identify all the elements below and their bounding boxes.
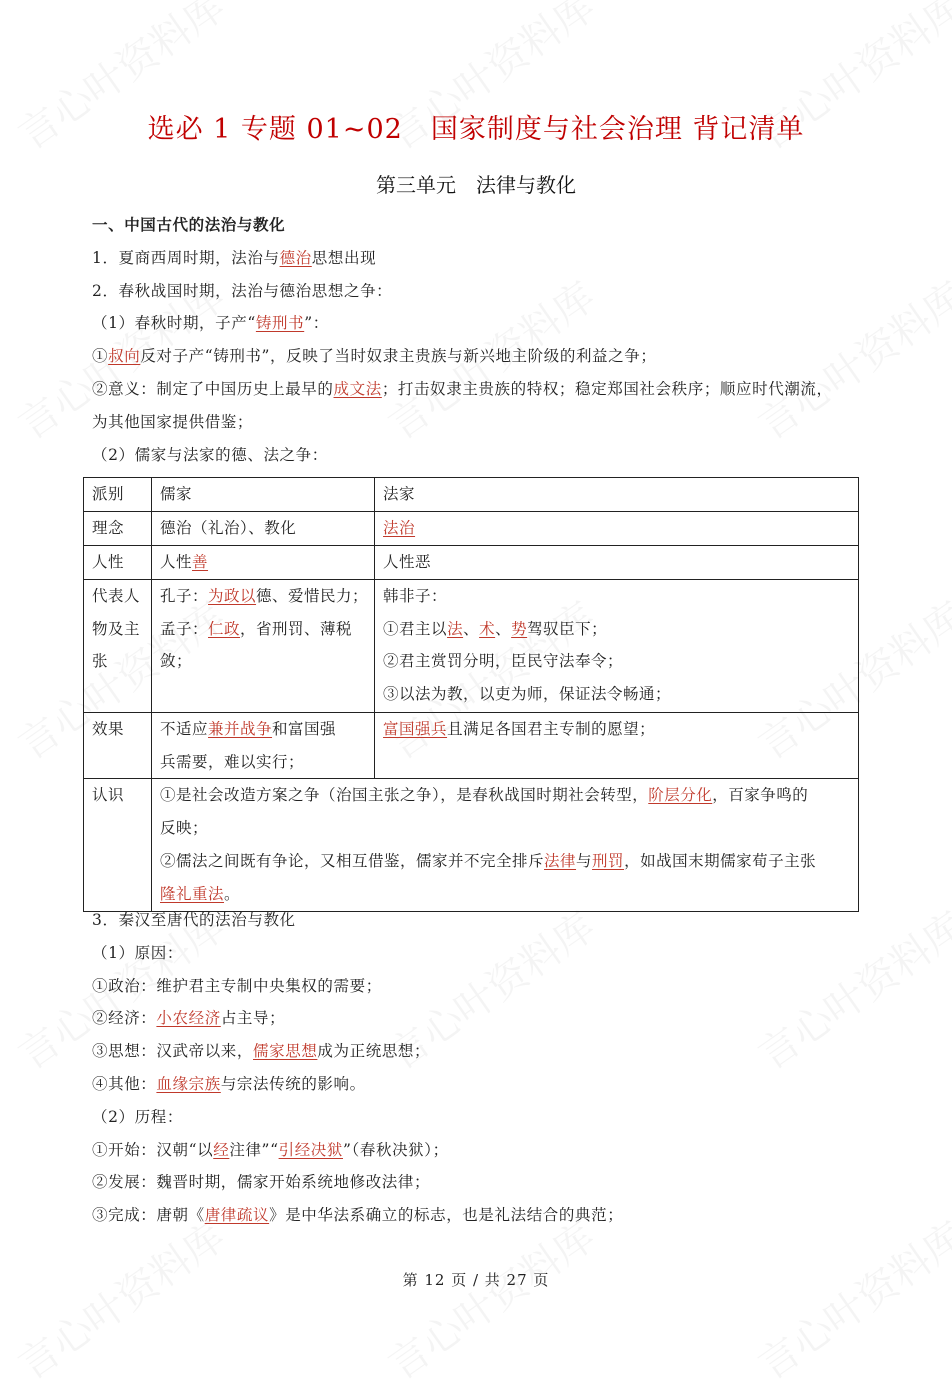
text-line xyxy=(92,1101,862,1134)
watermark xyxy=(5,1206,234,1390)
text-line xyxy=(383,713,852,746)
text-line: 张 xyxy=(92,652,109,671)
unit-subtitle: 第三单元 法律与教化 xyxy=(376,173,576,197)
text-line xyxy=(92,439,862,472)
text-line xyxy=(383,580,852,613)
key-term: 血缘宗族 xyxy=(156,1074,221,1093)
text: ①是社会改造方案之争（治国主张之争），是春秋战国时期社会转型， xyxy=(160,786,649,805)
table-row xyxy=(84,546,859,580)
text: 驾驭臣下； xyxy=(527,619,608,638)
row-label xyxy=(84,546,152,580)
table-row xyxy=(84,579,859,712)
text: 人性恶 xyxy=(383,553,432,571)
text-line: 代表人 xyxy=(92,586,141,605)
legalist-cell xyxy=(375,579,859,712)
text-line xyxy=(92,937,862,970)
text: ②经济： xyxy=(92,1009,157,1028)
confucian-cell xyxy=(152,478,375,512)
key-term: 为政以 xyxy=(208,586,257,605)
text: ③以法为教，以吏为师，保证法令畅通； xyxy=(383,685,672,704)
text-line xyxy=(160,645,368,678)
text-line xyxy=(160,812,852,845)
text: 》是中华法系确立的标志，也是礼法结合的典范； xyxy=(269,1206,624,1225)
table-row xyxy=(84,779,859,911)
row-label xyxy=(84,712,152,779)
text: 3．秦汉至唐代的法治与教化 xyxy=(92,911,296,929)
key-term: 小农经济 xyxy=(156,1009,221,1028)
key-term: 法治 xyxy=(383,519,416,537)
text-line xyxy=(92,340,862,373)
text: ④其他： xyxy=(92,1074,157,1093)
text-line xyxy=(160,546,368,579)
text: 人性 xyxy=(160,553,193,571)
text-line xyxy=(160,478,368,511)
row-label xyxy=(84,512,152,546)
page-footer: 第 12 页 / 共 27 页 xyxy=(402,1271,550,1289)
text: 为其他国家提供借鉴； xyxy=(92,412,254,431)
text: ”： xyxy=(304,314,329,333)
table-row xyxy=(84,712,859,779)
section-intro xyxy=(92,209,862,471)
key-term: 隆礼重法 xyxy=(160,884,225,903)
text: ②君主赏罚分明，臣民守法奉令； xyxy=(383,652,624,671)
text-line xyxy=(92,373,862,406)
confucian-legalist-table xyxy=(83,477,859,912)
text: 与 xyxy=(576,851,593,870)
legalist-cell xyxy=(375,712,859,779)
text: 2．春秋战国时期，法治与德治思想之争： xyxy=(92,281,393,300)
text: 反对子产“铸刑书”，反映了当时奴隶主贵族与新兴地主阶级的利益之争； xyxy=(140,347,657,366)
text: （2）儒家与法家的德、法之争： xyxy=(92,445,328,464)
text: 兵需要，难以实行； xyxy=(160,752,305,771)
watermark xyxy=(375,1206,604,1390)
text-line xyxy=(160,613,368,646)
legalist-cell xyxy=(375,546,859,580)
text: ，百家争鸣的 xyxy=(712,786,809,805)
key-term: 叔向 xyxy=(108,347,141,366)
key-term: 铸刑书 xyxy=(255,314,305,333)
text-line xyxy=(383,478,852,511)
text-line: 效果 xyxy=(92,719,125,738)
text-line xyxy=(92,1002,862,1035)
text: 和富国强 xyxy=(272,719,337,738)
text: 孔子： xyxy=(160,586,209,605)
key-term: 势 xyxy=(511,619,528,638)
text: 注律”“ xyxy=(229,1140,279,1159)
text: ③思想：汉武帝以来， xyxy=(92,1042,254,1061)
key-term: 引经决狱 xyxy=(278,1140,343,1159)
row-label xyxy=(84,478,152,512)
text: 德治（礼治）、教化 xyxy=(160,519,297,537)
text-line xyxy=(92,1068,862,1101)
text-line xyxy=(383,546,852,579)
text: ②意义：制定了中国历史上最早的 xyxy=(92,379,334,398)
text-line: 认识 xyxy=(92,786,125,805)
text-line xyxy=(383,512,852,545)
text-line xyxy=(92,209,862,242)
text: 且满足各国君主专制的愿望； xyxy=(447,719,656,738)
text: （1）春秋时期，子产“ xyxy=(92,314,256,333)
key-term: 富国强兵 xyxy=(383,719,448,738)
text-line xyxy=(383,678,852,711)
text-line xyxy=(160,845,852,878)
watermark xyxy=(745,1206,952,1390)
text-line xyxy=(160,746,368,779)
text: （2）历程： xyxy=(92,1107,183,1126)
key-term: 刑罚 xyxy=(592,851,625,870)
confucian-cell xyxy=(152,712,375,779)
text-line xyxy=(92,904,862,937)
text: 德、爱惜民力； xyxy=(256,586,369,605)
text-line xyxy=(92,970,862,1003)
text: ②发展：魏晋时期，儒家开始系统地修改法律； xyxy=(92,1173,431,1192)
table-row xyxy=(84,478,859,512)
legalist-cell xyxy=(375,512,859,546)
text: ，省刑罚、薄税 xyxy=(240,619,353,638)
text: ①政治：维护君主专制中央集权的需要； xyxy=(92,976,382,995)
text-line xyxy=(92,1166,862,1199)
text: ”（春秋决狱）； xyxy=(343,1140,449,1159)
text: 孟子： xyxy=(160,619,209,638)
key-term: 兼并战争 xyxy=(208,719,273,738)
text-line: 人性 xyxy=(92,553,125,571)
text-line xyxy=(160,512,368,545)
text: 1．夏商西周时期，法治与 xyxy=(92,248,280,267)
text: ；打击奴隶主贵族的特权；稳定郑国社会秩序；顺应时代潮流， xyxy=(381,379,833,398)
text-line xyxy=(92,1134,862,1167)
row-label xyxy=(84,779,152,911)
text-line xyxy=(383,645,852,678)
text: 敛； xyxy=(160,652,193,671)
key-term: 术 xyxy=(479,619,496,638)
text: ③完成：唐朝《 xyxy=(92,1206,205,1225)
text: ②儒法之间既有争论，又相互借鉴，儒家并不完全排斥 xyxy=(160,851,545,870)
insight-cell xyxy=(152,779,859,911)
text-line xyxy=(160,779,852,812)
text-line xyxy=(160,580,368,613)
text-line: 物及主 xyxy=(92,619,141,638)
text: 一、中国古代的法治与教化 xyxy=(92,215,286,234)
text-line: 派别 xyxy=(92,485,125,503)
key-term: 阶层分化 xyxy=(648,786,713,805)
document-title: 选必 1 专题 01~02 国家制度与社会治理 背记清单 xyxy=(147,114,805,145)
section-qin-tang xyxy=(92,904,862,1232)
key-term: 法律 xyxy=(544,851,577,870)
text: 思想出现 xyxy=(311,248,377,267)
text: （1）原因： xyxy=(92,943,183,962)
key-term: 仁政 xyxy=(208,619,241,638)
text: ，如战国末期儒家荀子主张 xyxy=(624,851,817,870)
text: 成为正统思想； xyxy=(317,1042,431,1061)
text: 法家 xyxy=(383,485,416,503)
key-term: 唐律疏议 xyxy=(204,1206,270,1225)
confucian-cell xyxy=(152,512,375,546)
text: 。 xyxy=(224,884,241,903)
text: 占主导； xyxy=(220,1009,286,1028)
text-line xyxy=(92,242,862,275)
text-line xyxy=(92,1035,862,1068)
text: 与宗法传统的影响。 xyxy=(220,1074,366,1093)
text: ①开始：汉朝“以 xyxy=(92,1140,214,1159)
text-line xyxy=(92,307,862,340)
key-term: 德治 xyxy=(279,248,312,267)
text: ①君主以 xyxy=(383,619,448,638)
key-term: 法 xyxy=(447,619,464,638)
confucian-cell xyxy=(152,579,375,712)
row-label xyxy=(84,579,152,712)
text-line xyxy=(383,613,852,646)
text: 不适应 xyxy=(160,719,209,738)
text: ① xyxy=(92,347,109,366)
key-term: 儒家思想 xyxy=(253,1042,318,1061)
text-line: 理念 xyxy=(92,519,125,537)
text: 韩非子： xyxy=(383,586,448,605)
text: 儒家 xyxy=(160,485,193,503)
table-row xyxy=(84,512,859,546)
text: 、 xyxy=(495,619,512,638)
text-line xyxy=(92,406,862,439)
confucian-cell xyxy=(152,546,375,580)
text: 反映； xyxy=(160,819,209,838)
text-line xyxy=(92,275,862,308)
text-line xyxy=(160,713,368,746)
key-term: 成文法 xyxy=(333,379,382,398)
key-term: 善 xyxy=(192,553,209,571)
key-term: 经 xyxy=(213,1140,230,1159)
legalist-cell xyxy=(375,478,859,512)
text-line xyxy=(92,1199,862,1232)
text: 、 xyxy=(463,619,480,638)
